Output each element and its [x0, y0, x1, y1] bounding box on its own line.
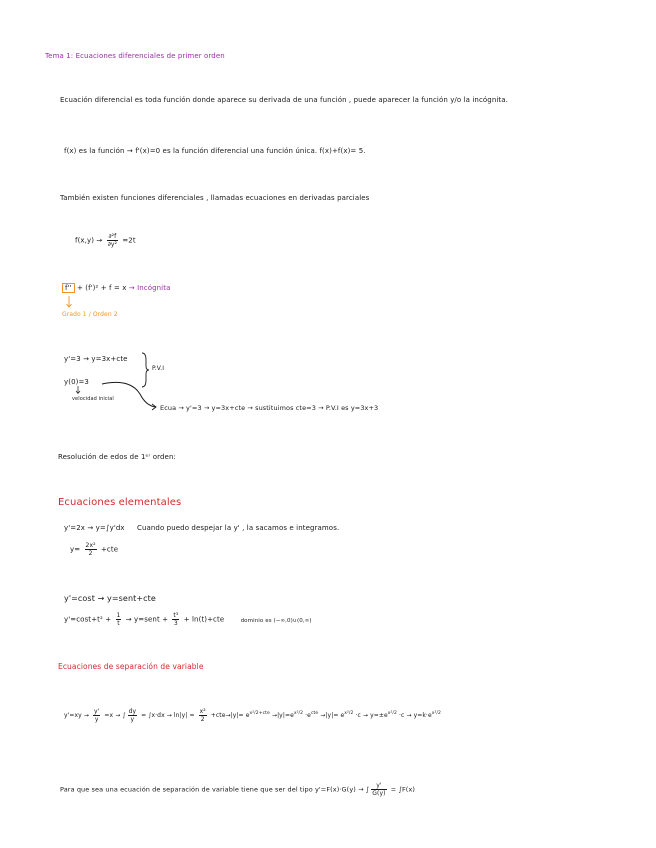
partial-note: También existen funciones diferenciales , llamadas ecuaciones en derivadas parciales	[60, 194, 370, 202]
elem3-mid: → y=sent +	[125, 615, 169, 624]
elem3-pre: y'=cost+t² +	[64, 615, 112, 624]
final-text: Para que sea una ecuación de separación de variable tiene que ser del tipo y'=F(x)·G(y) →	[60, 785, 364, 794]
example-line: f(x) es la función → f'(x)=0 es la función diferencial una función única. f(x)+f(x)= 5.	[64, 147, 366, 155]
partial-num: ∂²f	[108, 233, 117, 240]
elem1-result	[70, 542, 118, 557]
sep-b-den: y	[94, 716, 99, 723]
sub-arrow-icon	[75, 386, 81, 395]
elem-line3	[64, 612, 312, 627]
order-term: f''	[65, 284, 72, 292]
partial-fraction	[107, 233, 118, 248]
sep-e-sup: x²/2+cte	[249, 711, 270, 716]
sep-c-num: dy	[128, 708, 137, 715]
partial-example	[75, 233, 136, 248]
sep-c-post: = ∫x·dx → ln|y| =	[141, 712, 195, 719]
elem3-n2: t³	[173, 612, 179, 619]
sep-g-sup: cte	[310, 711, 319, 716]
sep-b-post: =x →	[104, 712, 121, 719]
sep-frac-b	[93, 708, 100, 723]
sep-i-sup: x²/2	[387, 711, 398, 716]
sep-j-sup: x²/2	[431, 711, 441, 716]
sep-f-sup: x²/2	[293, 711, 304, 716]
intro-paragraph: Ecuación diferencial es toda función donde aparece su derivada de una función , puede aparecer la función y/o la incógnita.	[60, 96, 508, 104]
elem3-post: + ln(t)+cte	[183, 615, 225, 624]
sep-h-sup: x²/2	[344, 711, 354, 716]
order-box	[62, 283, 75, 293]
elem1-frac	[85, 542, 97, 557]
elem1-den: 2	[88, 550, 93, 557]
sep-e-post: →|y|=e	[271, 712, 294, 719]
order-rest: + (f')² + f = x	[76, 284, 127, 292]
section-separacion: Ecuaciones de separación de variable	[58, 662, 204, 671]
sep-a: y'=xy →	[64, 712, 89, 719]
final-num: y'	[371, 782, 386, 790]
sep-d-den: 2	[200, 716, 205, 723]
partial-rhs: =2t	[122, 236, 136, 245]
final-note: Para que sea una ecuación de separación de variable tiene que ser del tipo y'=F(x)·G(y) → ∫ $\frac{y'}{G(y)}$ = ∫F(x)	[60, 782, 416, 797]
sep-b-num: y'	[93, 708, 100, 715]
sep-c-int: ∫	[122, 712, 126, 719]
system-result: Ecua → y'=3 → y=3x+cte → sustituimos cte=3 → P.V.I es y=3x+3	[160, 404, 379, 412]
sep-c-den: y	[130, 716, 135, 723]
sep-d-num: x²	[199, 708, 206, 715]
sep-frac-c	[128, 708, 138, 723]
final-den: G(y)	[372, 790, 386, 797]
sep-g-post: →|y|= e	[320, 712, 345, 719]
partial-den: ∂y²	[107, 241, 118, 248]
order-equation	[62, 284, 170, 292]
elem1-result-pre: y=	[70, 545, 81, 554]
elem1-result-post: +cte	[100, 545, 119, 554]
separation-equation	[64, 708, 441, 723]
elem3-d1: t	[117, 620, 120, 627]
elem3-n1: 1	[116, 612, 121, 619]
sep-frac-d	[199, 708, 207, 723]
sep-h-post: ·c → y=±e	[355, 712, 388, 719]
elem3-frac2	[172, 612, 179, 627]
first-order-heading: Resolución de edos de 1ᵉʳ orden:	[58, 453, 176, 461]
elem1-note: Cuando puedo despejar la y' , la sacamos e integramos.	[136, 524, 340, 532]
section-elementales: Ecuaciones elementales	[58, 497, 182, 508]
brace-label: P.V.I	[152, 365, 165, 372]
order-arrow-icon	[66, 296, 72, 310]
elem1-lhs: y'=2x → y=∫y'dx	[64, 524, 125, 532]
system-line1: y'=3 → y=3x+cte	[64, 355, 128, 363]
page-title: Tema 1: Ecuaciones diferenciales de primer orden	[45, 52, 225, 60]
elem-line1	[64, 524, 339, 532]
sep-i-post: ·c → y=k·e	[399, 712, 432, 719]
final-post: = ∫F(x)	[390, 785, 416, 794]
elem3-frac1	[116, 612, 122, 627]
partial-lhs: f(x,y) →	[75, 236, 103, 245]
elem1-num: 2x²	[85, 542, 96, 549]
final-frac	[371, 782, 386, 797]
elem-line2: y'=cost → y=sent+cte	[64, 594, 156, 603]
sep-d-post: +cte→|y|= e	[210, 712, 250, 719]
sep-f-post: ·e	[305, 712, 311, 719]
curve-arrow-icon	[100, 380, 160, 412]
order-label: Grado 1 / Orden 2	[62, 311, 118, 318]
sub-label: velocidad inicial	[72, 396, 114, 402]
elem3-note: dominio es (−∞,0)∪(0,∞)	[240, 617, 312, 624]
order-unknown: → Incógnita	[128, 284, 171, 292]
system-line2: y(0)=3	[64, 378, 89, 386]
elem3-d2: 3	[173, 620, 178, 627]
